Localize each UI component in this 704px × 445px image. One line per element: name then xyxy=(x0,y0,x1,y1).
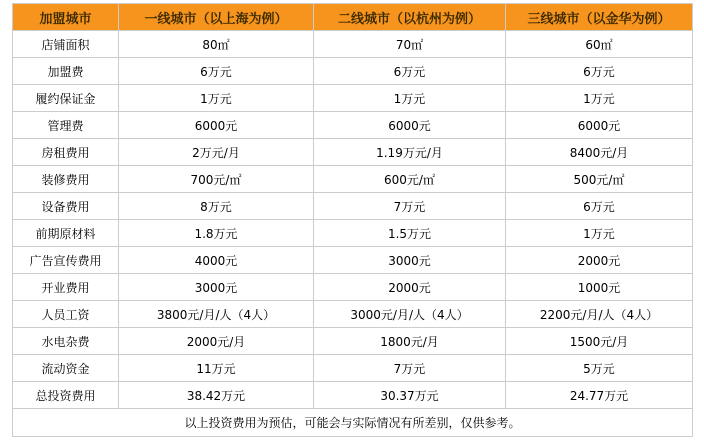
row-value: 6000元 xyxy=(506,112,693,139)
table-row xyxy=(13,301,693,328)
row-value: 2000元/月 xyxy=(119,328,314,355)
table-row xyxy=(13,139,693,166)
row-value: 30.37万元 xyxy=(314,382,506,409)
row-value: 1.8万元 xyxy=(119,220,314,247)
row-value: 1.5万元 xyxy=(314,220,506,247)
row-value: 500元/㎡ xyxy=(506,166,693,193)
row-label: 加盟费 xyxy=(13,58,119,85)
row-label: 管理费 xyxy=(13,112,119,139)
table-row xyxy=(13,274,693,301)
row-value: 1万元 xyxy=(506,85,693,112)
table-row xyxy=(13,58,693,85)
franchise-cost-table xyxy=(12,3,693,437)
row-label: 前期原材料 xyxy=(13,220,119,247)
row-value: 3800元/月/人（4人） xyxy=(119,301,314,328)
row-value: 7万元 xyxy=(314,355,506,382)
row-value: 1500元/月 xyxy=(506,328,693,355)
row-label: 房租费用 xyxy=(13,139,119,166)
row-label: 水电杂费 xyxy=(13,328,119,355)
row-value: 1万元 xyxy=(314,85,506,112)
row-value: 6万元 xyxy=(119,58,314,85)
table-row xyxy=(13,382,693,409)
row-value: 700元/㎡ xyxy=(119,166,314,193)
row-value: 80㎡ xyxy=(119,31,314,58)
row-value: 2000元 xyxy=(314,274,506,301)
row-value: 38.42万元 xyxy=(119,382,314,409)
row-value: 1万元 xyxy=(119,85,314,112)
row-value: 1万元 xyxy=(506,220,693,247)
row-value: 6万元 xyxy=(506,58,693,85)
row-value: 6万元 xyxy=(314,58,506,85)
row-value: 5万元 xyxy=(506,355,693,382)
table-row xyxy=(13,220,693,247)
row-label: 店铺面积 xyxy=(13,31,119,58)
row-value: 8400元/月 xyxy=(506,139,693,166)
row-value: 6万元 xyxy=(506,193,693,220)
row-value: 3000元 xyxy=(119,274,314,301)
table-body xyxy=(13,31,693,409)
table-row xyxy=(13,193,693,220)
table-row xyxy=(13,31,693,58)
header-cell-tier1: 一线城市（以上海为例） xyxy=(119,4,314,31)
row-value: 6000元 xyxy=(119,112,314,139)
row-value: 3000元/月/人（4人） xyxy=(314,301,506,328)
row-label: 履约保证金 xyxy=(13,85,119,112)
table-row xyxy=(13,112,693,139)
row-value: 7万元 xyxy=(314,193,506,220)
header-row xyxy=(13,4,693,31)
row-value: 1800元/月 xyxy=(314,328,506,355)
table-row xyxy=(13,355,693,382)
table-row xyxy=(13,328,693,355)
row-label: 总投资费用 xyxy=(13,382,119,409)
row-value: 4000元 xyxy=(119,247,314,274)
row-value: 2万元/月 xyxy=(119,139,314,166)
row-label: 流动资金 xyxy=(13,355,119,382)
row-label: 人员工资 xyxy=(13,301,119,328)
row-value: 24.77万元 xyxy=(506,382,693,409)
row-value: 600元/㎡ xyxy=(314,166,506,193)
row-value: 2200元/月/人（4人） xyxy=(506,301,693,328)
row-value: 70㎡ xyxy=(314,31,506,58)
row-value: 8万元 xyxy=(119,193,314,220)
header-cell-city: 加盟城市 xyxy=(13,4,119,31)
row-value: 1.19万元/月 xyxy=(314,139,506,166)
row-value: 1000元 xyxy=(506,274,693,301)
row-value: 6000元 xyxy=(314,112,506,139)
header-cell-tier3: 三线城市（以金华为例） xyxy=(506,4,693,31)
row-value: 3000元 xyxy=(314,247,506,274)
row-label: 开业费用 xyxy=(13,274,119,301)
row-label: 广告宣传费用 xyxy=(13,247,119,274)
row-label: 设备费用 xyxy=(13,193,119,220)
disclaimer-text: 以上投资费用为预估，可能会与实际情况有所差别，仅供参考。 xyxy=(13,409,693,437)
header-cell-tier2: 二线城市（以杭州为例） xyxy=(314,4,506,31)
row-label: 装修费用 xyxy=(13,166,119,193)
row-value: 60㎡ xyxy=(506,31,693,58)
table-row xyxy=(13,85,693,112)
footer-row xyxy=(13,409,693,437)
row-value: 11万元 xyxy=(119,355,314,382)
table-row xyxy=(13,166,693,193)
table-row xyxy=(13,247,693,274)
row-value: 2000元 xyxy=(506,247,693,274)
